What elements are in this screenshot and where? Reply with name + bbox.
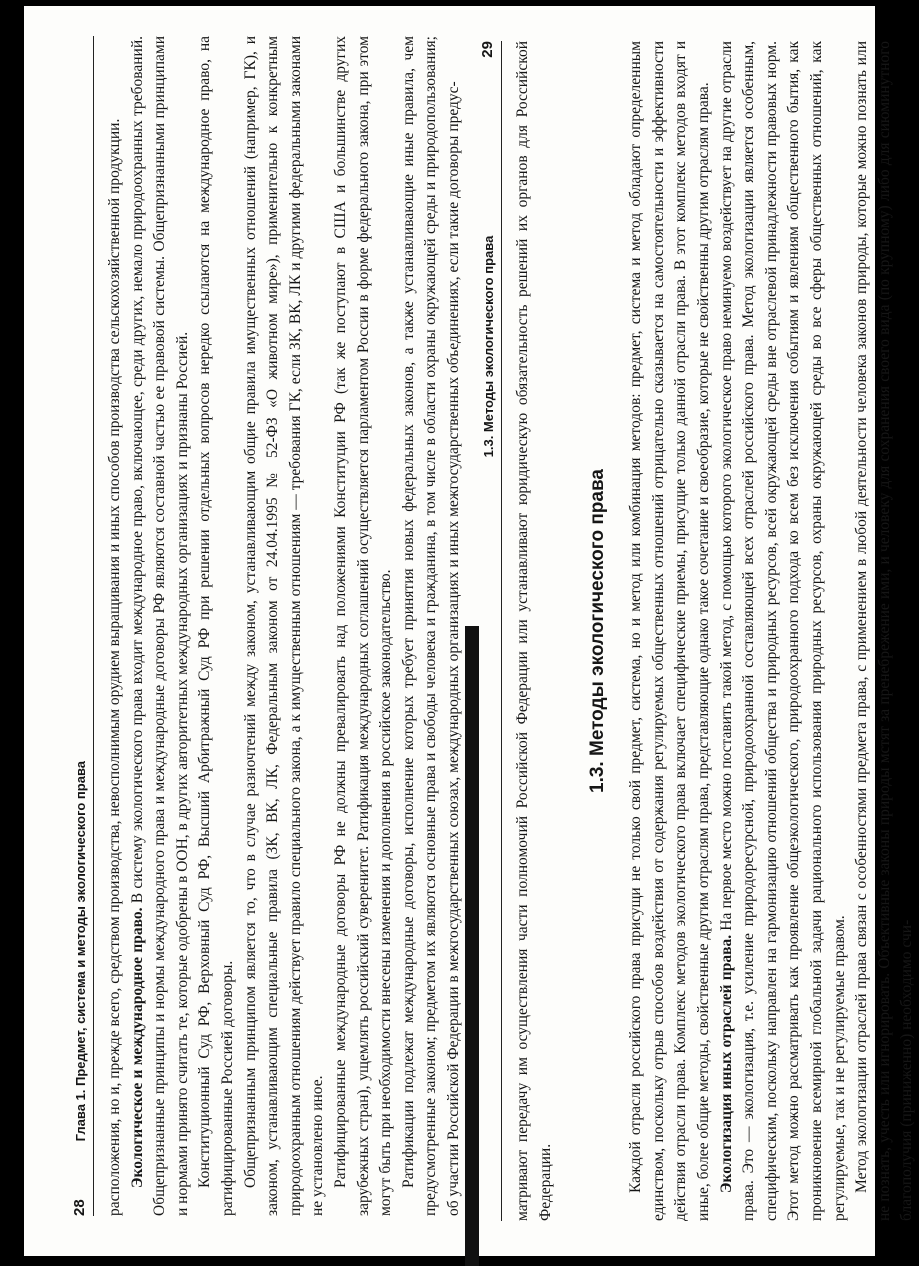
section-heading: 1.3. Методы экологического права — [587, 469, 609, 793]
page-number-left: 28 — [71, 1199, 88, 1216]
paragraph-lead: Экологизация иных отраслей права. — [717, 934, 735, 1193]
paragraph: Ратифицированные международные договоры РФ не должны превалировать над положениями Конституции РФ (так же поступают в США и большинстве других зарубежных стран), ущемлять российский суверенитет. Ратификация международных соглашений осуществляется парламентом России в форме федерального закона, при этом могут быть при необходимости внесены изменения и дополнения в российское законодательство. — [331, 36, 395, 1216]
paragraph: Ратификации подлежат международные договоры, исполнение которых требует принятия новых федеральных законов, а также устанавливающие иные правила, чем предусмотренные законом; предметом их являются основные права и свободы человека и гражданина, в том числе в области охраны окружающей среды и природопользования; об участии Российской Федерации в межгосударственных союзах, международных организациях и иных межгосударственных объединениях, если такие договоры предус- — [399, 36, 462, 1216]
running-head-right: 1.3. Методы экологического права — [481, 235, 496, 458]
running-head-left: Глава 1. Предмет, система и методы экологического права — [73, 761, 88, 1142]
right-page-header — [479, 41, 502, 1221]
paragraph-text: На первое место можно поставить такой метод, с помощью которого экологическое право неминуемо воздействует на другие отрасли права. Это — экологизация, т.е. усиление природоресурсной, природоохранной составляющей всех отраслей российского права. Метод экологизации является особенным, специфическим, поскольку направлен на гармонизацию отношений общества и природных ресурсов, всей окружающей среды вне отраслевой принадлежности правовых норм. Этот метод можно рассматривать как проявление общеэкологического, природоохранного подхода ко всем без исключения событиям и явлениям общественного бытия, как проникновение всемирной глобальной задачи рационального использования природных ресурсов, охраны окружающей среды во все сферы общественных отношений, как регулируемые, так и не регулируемые правом. — [717, 41, 848, 1221]
paragraph-text: В систему экологического права входит международное право, включающее, среди других, немало природоохранных требований. Общепризнанные принципы и нормы международного права и международные договоры РФ являются составной частью ее правовой системы. Общепризнанными принципами и нормами принято считать те, которые одобрены в ООН, в других авторитетных международных организациях и признаны Россией. — [128, 35, 191, 1216]
left-page — [71, 36, 466, 1216]
book-gutter-shadow — [465, 626, 479, 1266]
right-page — [479, 41, 919, 1221]
page-number-right: 29 — [479, 41, 496, 58]
paragraph — [127, 36, 195, 1216]
paragraph-lead: Экологическое и международное право. — [128, 907, 146, 1188]
paragraph — [716, 41, 852, 1221]
paragraph: матривают передачу им осуществления части полномочий Российской Федерации или устанавливают юридическую обязательность решений их органов для Российской Федерации. — [514, 41, 554, 1221]
scanned-book-spread — [24, 6, 916, 1256]
left-page-header — [71, 36, 94, 1216]
paragraph: Общепризнанным принципом является то, что в случае разночтений между законом, устанавливающим общие правила имущественных отношений (например, ГК), и законом, устанавливающим специальные правила (ЗК, ВК, ЛК, Федеральным законом от 24.04.1995 № 52-ФЗ «О животном мире»), применительно к конкретным природоохранным отношениям действует правило специального закона, а к имущественным отношениям — требования ГК, если ЗК, ВК, ЛК и другими федеральными законами не установлено иное. — [241, 36, 327, 1216]
paragraph: Метод экологизации отраслей права связан с особенностями предмета права, с применением в любой деятельности человека законов природы, которые можно познать или не познать, учесть или игнорировать. Объективные законы природы мстят за пренебрежение ими, и человеку для сохранения своего вида (по крупному) либо для сиюминутного благополучия (приниженно) необходимо счи- — [853, 41, 916, 1221]
paragraph: Конституционный Суд РФ, Верховный Суд РФ, Высший Арбитражный Суд РФ при решении отдельных вопросов нередко ссылаются на международное право, на ратифицированные Россией договоры. — [196, 36, 236, 1216]
paragraph: Каждой отрасли российского права присущи не только свой предмет, система, но и метод или комбинация методов: предмет, система и метод обладают определенным единством, поскольку отрыв способов воздействия от содержания регулируемых общественных отношений отрицательно сказывается на самостоятельности и эффективности действия отрасли права. Комплекс методов экологического права включает специфические приемы, присущие только данной отрасли права. В этот комплекс методов входят и иные, более общие методы, свойственные другим отраслям права, представляющие однако такое сочетание и своеобразие, которые не свойственны другим отраслям права. — [627, 41, 712, 1221]
paragraph: расположения, но и, прежде всего, средством производства, невосполнимым орудием выращивания и иных способов производства сельскохозяйственной продукции. — [106, 118, 123, 1216]
